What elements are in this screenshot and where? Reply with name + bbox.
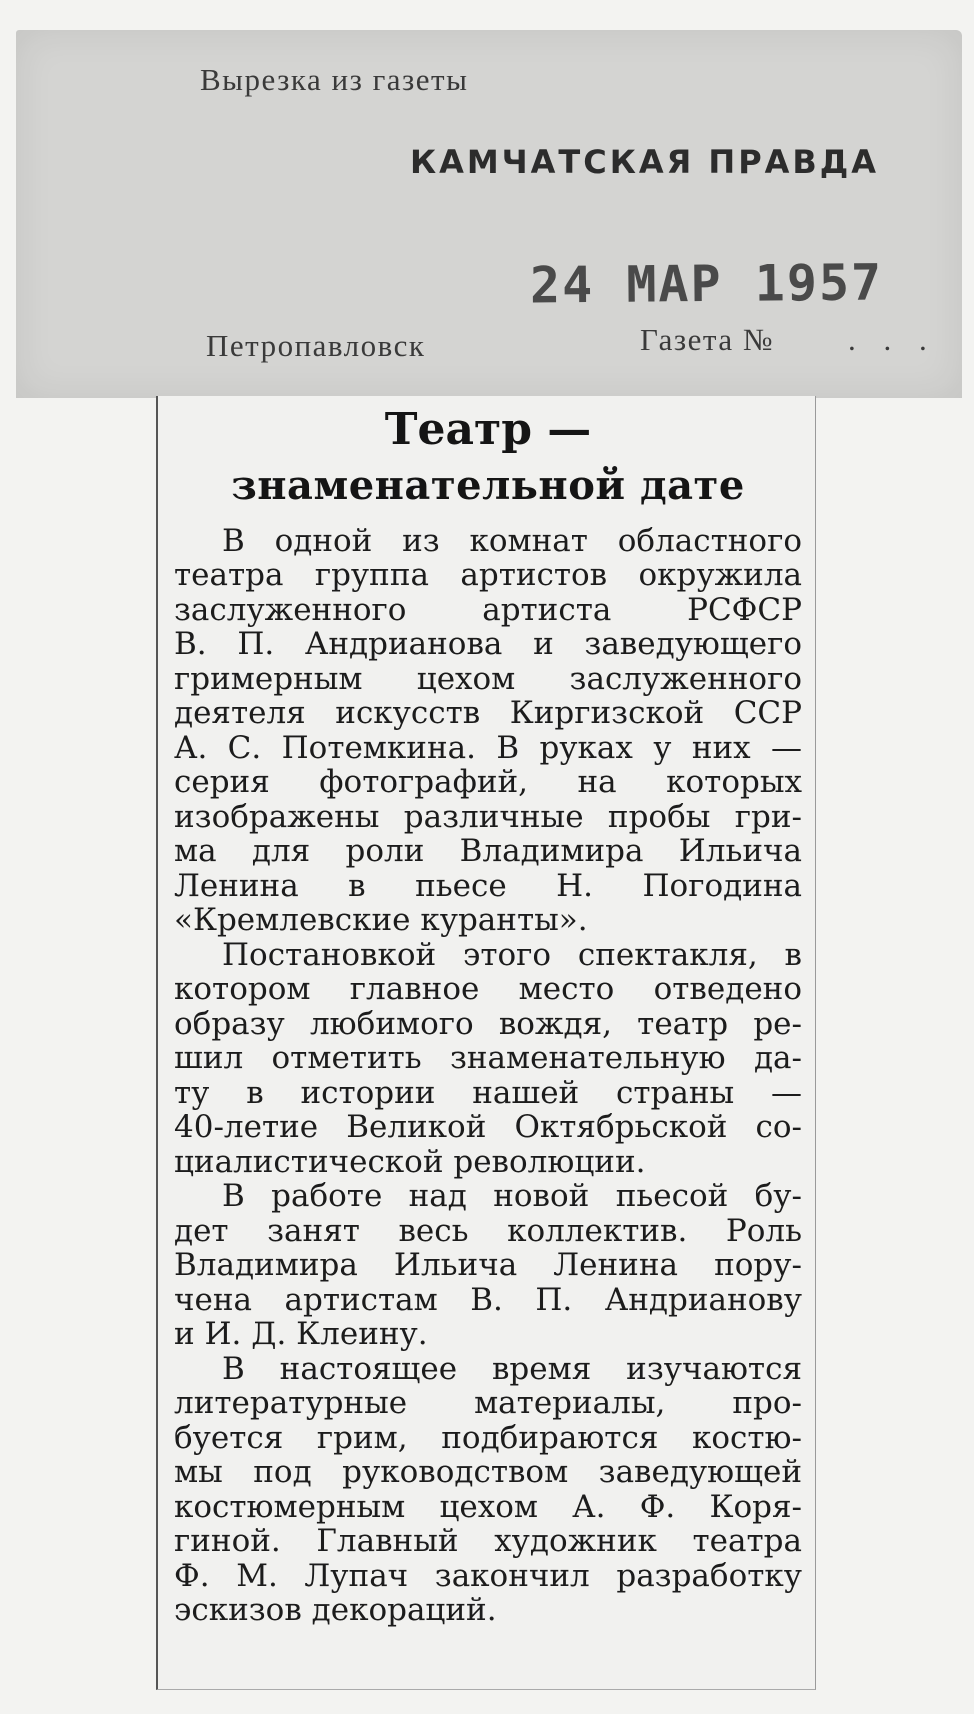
issue-number-label: Газета № xyxy=(640,322,774,357)
article-line: заслуженного артиста РСФСР xyxy=(174,593,802,627)
newspaper-name: КАМЧАТСКАЯ ПРАВДА xyxy=(410,143,880,181)
article-line: Ф. М. Лупач закончил разработку xyxy=(174,1559,802,1593)
article-line: буется грим, подбираются костю- xyxy=(174,1421,802,1455)
clipping-label-slip xyxy=(16,30,962,398)
article-line: Ленина в пьесе Н. Погодина xyxy=(174,869,802,903)
article-line: образу любимого вождя, театр ре- xyxy=(174,1007,802,1041)
headline-line-2: знаменательной дате xyxy=(231,462,745,509)
article-line: В работе над новой пьесой бу- xyxy=(222,1179,802,1213)
article-line: серия фотографий, на которых xyxy=(174,765,802,799)
article-line: А. С. Потемкина. В руках у них — xyxy=(174,731,802,765)
article-line: Постановкой этого спектакля, в xyxy=(222,938,802,972)
label-source-text: Вырезка из газеты xyxy=(200,62,469,97)
article-line: костюмерным цехом А. Ф. Коря- xyxy=(174,1490,802,1524)
article-line: котором главное место отведено xyxy=(174,972,802,1006)
article-line: 40-летие Великой Октябрьской со- xyxy=(174,1110,802,1144)
article-line: ма для роли Владимира Ильича xyxy=(174,834,802,868)
article-line: мы под руководством заведующей xyxy=(174,1455,802,1489)
article-line: чена артистам В. П. Андрианову xyxy=(174,1283,802,1317)
article-line: Владимира Ильича Ленина пору- xyxy=(174,1248,802,1282)
article-line: гримерным цехом заслуженного xyxy=(174,662,802,696)
article-line: «Кремлевские куранты». xyxy=(174,903,588,937)
article-line: театра группа артистов окружила xyxy=(174,558,802,592)
article-line: деятеля искусств Киргизской ССР xyxy=(174,696,802,730)
city-label: Петропавловск xyxy=(206,328,426,363)
article-line: литературные материалы, про- xyxy=(174,1386,802,1420)
article-line: гиной. Главный художник театра xyxy=(174,1524,802,1558)
article-line: циалистической революции. xyxy=(174,1145,646,1179)
date-stamp: 24 МАР 1957 xyxy=(529,253,884,315)
issue-number-placeholder: . . . xyxy=(848,322,937,357)
article-line: и И. Д. Клеину. xyxy=(174,1317,428,1351)
article-line: дет занят весь коллектив. Роль xyxy=(174,1214,802,1248)
article-line: ту в истории нашей страны — xyxy=(174,1076,802,1110)
article-line: В настоящее время изучаются xyxy=(222,1352,802,1386)
article-line: В. П. Андрианова и заведующего xyxy=(174,627,802,661)
article-line: шил отметить знаменательную да- xyxy=(174,1041,802,1075)
article-line: В одной из комнат областного xyxy=(222,524,802,558)
headline-line-1: Театр — xyxy=(384,404,592,455)
article-line: эскизов декораций. xyxy=(174,1593,497,1627)
article-line: изображены различные пробы гри- xyxy=(174,800,802,834)
newspaper-clipping xyxy=(156,396,816,1690)
